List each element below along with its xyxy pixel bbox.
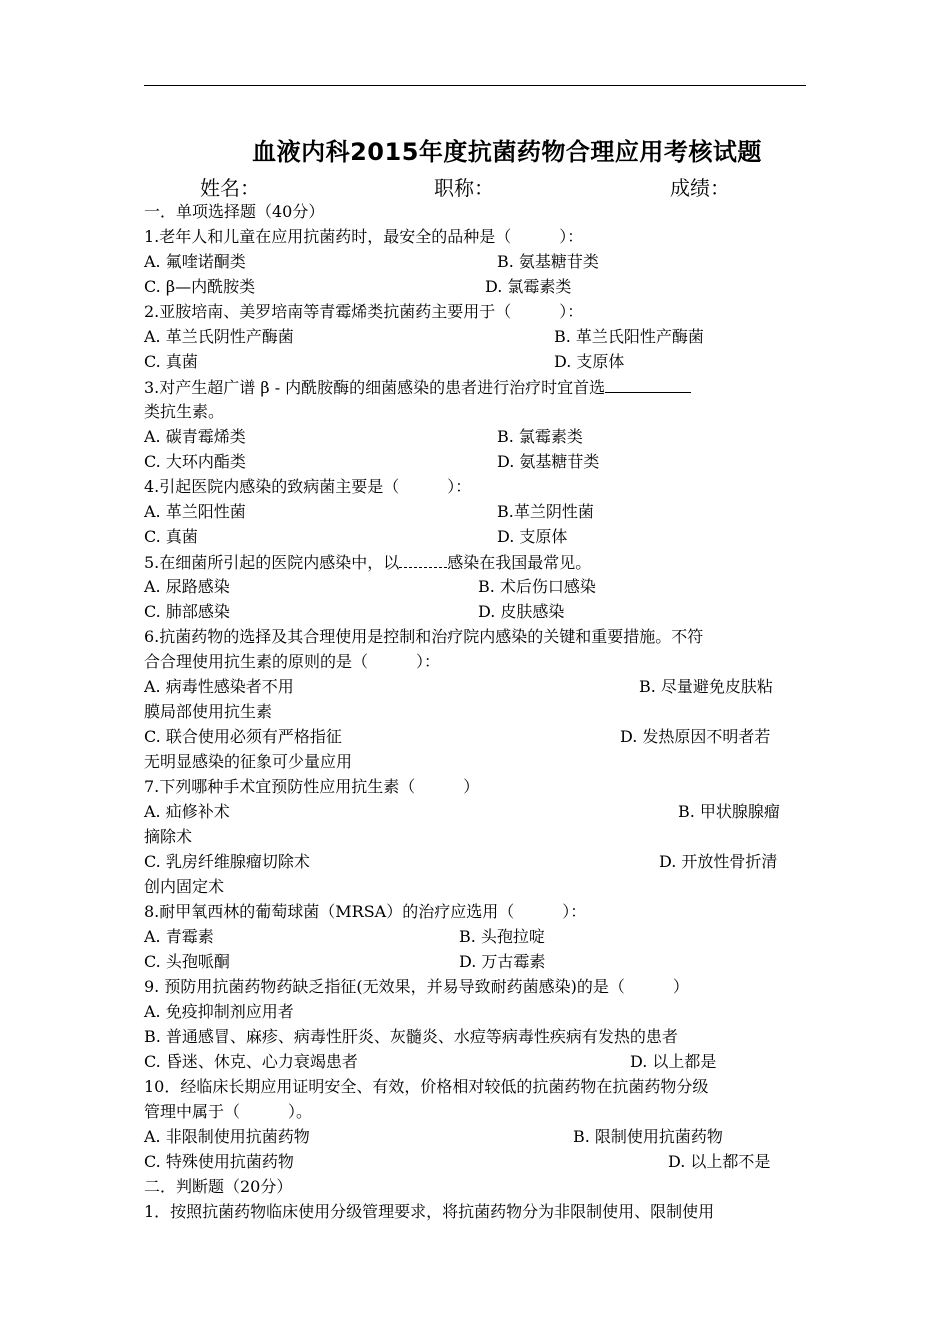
q9-option-d: D. 以上都是: [630, 1052, 717, 1071]
q4-stem: 4.引起医院内感染的致病菌主要是（ ）：: [144, 477, 472, 496]
q6-option-b: B. 尽量避免皮肤粘: [639, 677, 773, 696]
q8-options-row1: [144, 924, 824, 949]
q4-option-b: B.革兰阴性菌: [497, 502, 594, 521]
section-heading-single-choice: 一．单项选择题（40分）: [144, 202, 325, 221]
q3-option-b: B. 氯霉素类: [497, 427, 583, 446]
q2-option-b: B. 革兰氏阳性产酶菌: [554, 327, 704, 346]
q8-option-d: D. 万古霉素: [459, 952, 546, 971]
q3-options-row1: [144, 424, 824, 449]
q4-option-c: C. 真菌: [144, 527, 198, 546]
q10-stem: 10．经临床长期应用证明安全、有效，价格相对较低的抗菌药物在抗菌药物分级: [144, 1077, 709, 1096]
q4-options-row2: [144, 524, 824, 549]
q10-option-d: D. 以上都不是: [668, 1152, 771, 1171]
q2-options-row1: [144, 324, 824, 349]
q5-option-d: D. 皮肤感染: [478, 602, 565, 621]
q10-option-c: C. 特殊使用抗菌药物: [144, 1152, 294, 1171]
q5-stem: [144, 549, 824, 574]
section-heading-true-false: 二．判断题（20分）: [144, 1177, 293, 1196]
q7-option-c: C. 乳房纤维腺瘤切除术: [144, 852, 310, 871]
q8-option-c: C. 头孢哌酮: [144, 952, 230, 971]
q1-options-row2: [144, 274, 824, 299]
q5-options-row1: [144, 574, 824, 599]
q1-option-c: C. β—内酰胺类: [144, 277, 256, 296]
q9-stem: 9. 预防用抗菌药物药缺乏指征(无效果，并易导致耐药菌感染)的是（ ）: [144, 977, 689, 996]
q6-option-d-continuation: 无明显感染的征象可少量应用: [144, 752, 353, 771]
q3-option-a: A. 碳青霉烯类: [144, 427, 246, 446]
q1-option-a: A. 氟喹诺酮类: [144, 252, 246, 271]
q2-option-a: A. 革兰氏阴性产酶菌: [144, 327, 294, 346]
q6-options-row2: [144, 724, 824, 749]
q6-option-d: D. 发热原因不明者若: [620, 727, 771, 746]
q5-option-a: A. 尿路感染: [144, 577, 230, 596]
q10-stem-continuation: 管理中属于（ ）。: [144, 1102, 313, 1121]
q3-answer-blank[interactable]: [605, 374, 691, 393]
q5-answer-blank[interactable]: [399, 549, 447, 568]
q2-stem: 2.亚胺培南、美罗培南等青霉烯类抗菌药主要用于（ ）：: [144, 302, 584, 321]
q6-option-a: A. 病毒性感染者不用: [144, 677, 294, 696]
q2-option-c: C. 真菌: [144, 352, 198, 371]
q5-options-row2: [144, 599, 824, 624]
q6-option-c: C. 联合使用必须有严格指征: [144, 727, 342, 746]
q7-options-row1: [144, 799, 824, 824]
q3-options-row2: [144, 449, 824, 474]
q2-option-d: D. 支原体: [554, 352, 625, 371]
q10-options-row1: [144, 1124, 824, 1149]
title-field-label: 职称：: [434, 176, 494, 200]
q6-stem: 6.抗菌药物的选择及其合理使用是控制和治疗院内感染的关键和重要措施。不符: [144, 627, 704, 646]
q1-options-row1: [144, 249, 824, 274]
q6-stem-continuation: 合合理使用抗生素的原则的是（ ）：: [144, 652, 441, 671]
q9-option-c: C. 昏迷、休克、心力衰竭患者: [144, 1052, 358, 1071]
q2-options-row2: [144, 349, 824, 374]
j1-stem: 1．按照抗菌药物临床使用分级管理要求，将抗菌药物分为非限制使用、限制使用: [144, 1202, 715, 1221]
q7-option-b: B. 甲状腺腺瘤: [678, 802, 780, 821]
q5-stem-text-end: 感染在我国最常见。: [447, 553, 592, 572]
top-rule: [144, 85, 806, 86]
q4-options-row1: [144, 499, 824, 524]
q3-stem-continuation: 类抗生素。: [144, 402, 225, 421]
q3-option-d: D. 氨基糖苷类: [497, 452, 600, 471]
q5-option-b: B. 术后伤口感染: [478, 577, 596, 596]
score-field-label: 成绩：: [670, 176, 730, 200]
q7-option-b-continuation: 摘除术: [144, 827, 193, 846]
q4-option-a: A. 革兰阳性菌: [144, 502, 246, 521]
q6-options-row1: [144, 674, 824, 699]
q8-option-a: A. 青霉素: [144, 927, 214, 946]
q7-option-d: D. 开放性骨折清: [659, 852, 778, 871]
q7-options-row2: [144, 849, 824, 874]
q10-option-a: A. 非限制使用抗菌药物: [144, 1127, 310, 1146]
q1-option-d: D. 氯霉素类: [485, 277, 572, 296]
q8-stem: 8.耐甲氧西林的葡萄球菌（MRSA）的治疗应选用（ ）：: [144, 902, 587, 921]
q5-stem-text: 5.在细菌所引起的医院内感染中，以: [144, 553, 400, 572]
q10-option-b: B. 限制使用抗菌药物: [573, 1127, 723, 1146]
q6-option-b-continuation: 膜局部使用抗生素: [144, 702, 273, 721]
q9-option-b: B. 普通感冒、麻疹、病毒性肝炎、灰髓炎、水痘等病毒性疾病有发热的患者: [144, 1027, 678, 1046]
page-title: 血液内科2015年度抗菌药物合理应用考核试题: [252, 138, 762, 166]
q5-option-c: C. 肺部感染: [144, 602, 230, 621]
q7-option-d-continuation: 创内固定术: [144, 877, 225, 896]
q4-option-d: D. 支原体: [497, 527, 568, 546]
header-fields: [0, 172, 950, 200]
q3-option-c: C. 大环内酯类: [144, 452, 246, 471]
q1-option-b: B. 氨基糖苷类: [497, 252, 599, 271]
q8-options-row2: [144, 949, 824, 974]
q3-stem: [144, 374, 824, 399]
q3-stem-text: 3.对产生超广谱 β - 内酰胺酶的细菌感染的患者进行治疗时宜首选: [144, 378, 606, 397]
q9-options-row3: [144, 1049, 824, 1074]
q9-option-a: A. 免疫抑制剂应用者: [144, 1002, 294, 1021]
q7-option-a: A. 疝修补术: [144, 802, 230, 821]
q1-stem: 1.老年人和儿童在应用抗菌药时，最安全的品种是（ ）：: [144, 227, 584, 246]
q10-options-row2: [144, 1149, 824, 1174]
name-field-label: 姓名：: [200, 176, 260, 200]
q7-stem: 7.下列哪种手术宜预防性应用抗生素（ ）: [144, 777, 480, 796]
q8-option-b: B. 头孢拉啶: [459, 927, 545, 946]
